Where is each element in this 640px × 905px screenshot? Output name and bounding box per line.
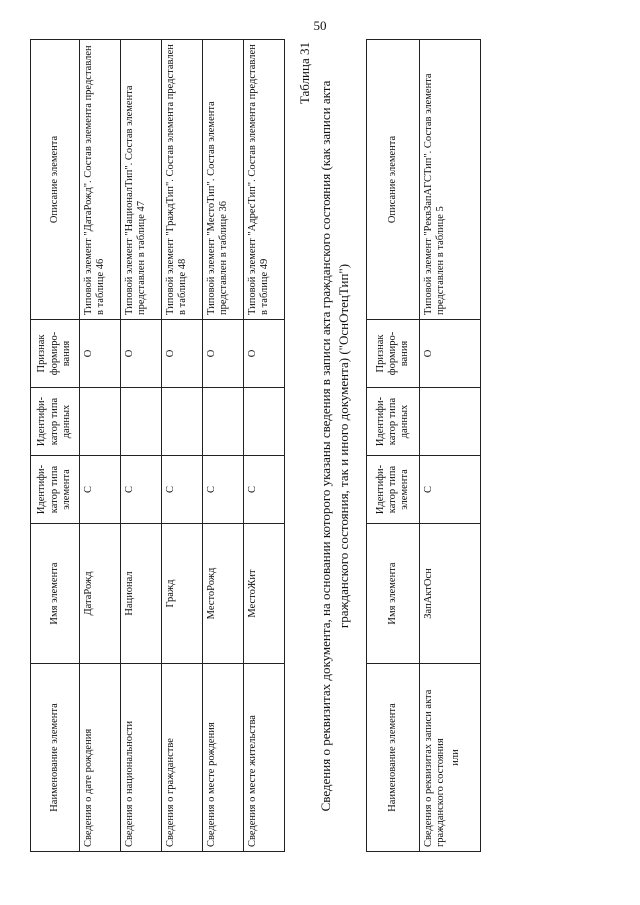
cell-type-id: С [420,456,481,524]
table-header-row [367,40,420,852]
landscape-content [30,40,610,852]
cell-element: Национал [121,524,162,664]
cell-description: Типовой элемент "ГраждТип". Состав элемента представлен в таблице 48 [162,40,203,320]
cell-name-text: Сведения о реквизитах записи акта гражданского состояния [423,689,447,847]
header-data-type-id: Идентифи-катор типа данных [31,388,80,456]
cell-name: Сведения о месте жительства [244,664,285,852]
header-formation-sign: Признак формиро-вания [367,320,420,388]
header-element-name: Имя элемента [367,524,420,664]
cell-description: Типовой элемент "ДатаРожд". Состав элемента представлен в таблице 46 [80,40,121,320]
header-element-type-id: Идентифи-катор типа элемента [367,456,420,524]
or-text: или [449,749,461,766]
cell-name: Сведения о национальности [121,664,162,852]
table-header-row [31,40,80,852]
cell-name: Сведения о дате рождения [80,664,121,852]
table-row [121,40,162,852]
cell-name: Сведения о гражданстве [162,664,203,852]
cell-type-id: С [162,456,203,524]
cell-description: Типовой элемент "РеквЗапАГСТип". Состав элемента представлен в таблице 5 [420,40,481,320]
cell-name: Сведения о месте рождения [203,664,244,852]
basis-document-table [366,39,481,852]
cell-sign: О [244,320,285,388]
cell-data-type [121,388,162,456]
cell-type-id: С [203,456,244,524]
table-label: Таблица 31 [297,42,312,105]
cell-data-type [80,388,121,456]
table-row [162,40,203,852]
header-element-title: Наименование элемента [367,664,420,852]
cell-description: Типовой элемент "МестоТип". Состав элемента представлен в таблице 36 [203,40,244,320]
cell-data-type [162,388,203,456]
table-row [420,40,481,852]
table-row [244,40,285,852]
header-element-type-id: Идентифи-катор типа элемента [31,456,80,524]
cell-description: Типовой элемент "НационалТип". Состав элемента представлен в таблице 47 [121,40,162,320]
cell-element: ЗапАктОсн [420,524,481,664]
cell-type-id: С [80,456,121,524]
cell-element: МестоРожд [203,524,244,664]
cell-element: Гражд [162,524,203,664]
header-description: Описание элемента [367,40,420,320]
cell-type-id: С [244,456,285,524]
header-description: Описание элемента [31,40,80,320]
cell-description: Типовой элемент "АдресТип". Состав элемента представлен в таблице 49 [244,40,285,320]
elements-table [30,39,285,852]
header-formation-sign: Признак формиро-вания [31,320,80,388]
cell-data-type [420,388,481,456]
table-row [203,40,244,852]
cell-sign: О [203,320,244,388]
cell-name [420,664,481,852]
cell-data-type [203,388,244,456]
header-data-type-id: Идентифи-катор типа данных [367,388,420,456]
cell-sign: О [420,320,481,388]
page-number: 50 [313,18,327,33]
cell-type-id: С [121,456,162,524]
cell-sign: О [121,320,162,388]
cell-element: ДатаРожд [80,524,121,664]
header-element-name: Имя элемента [31,524,80,664]
cell-sign: О [162,320,203,388]
header-element-title: Наименование элемента [31,664,80,852]
cell-data-type [244,388,285,456]
table-row [80,40,121,852]
table-caption: Сведения о реквизитах документа, на основании которого указаны сведения в записи акта гражданского состояния (как записи акта гражданского состояния, так и иного документа) ("ОснОтецТип") [318,80,351,812]
cell-element: МестоЖит [244,524,285,664]
cell-sign: О [80,320,121,388]
